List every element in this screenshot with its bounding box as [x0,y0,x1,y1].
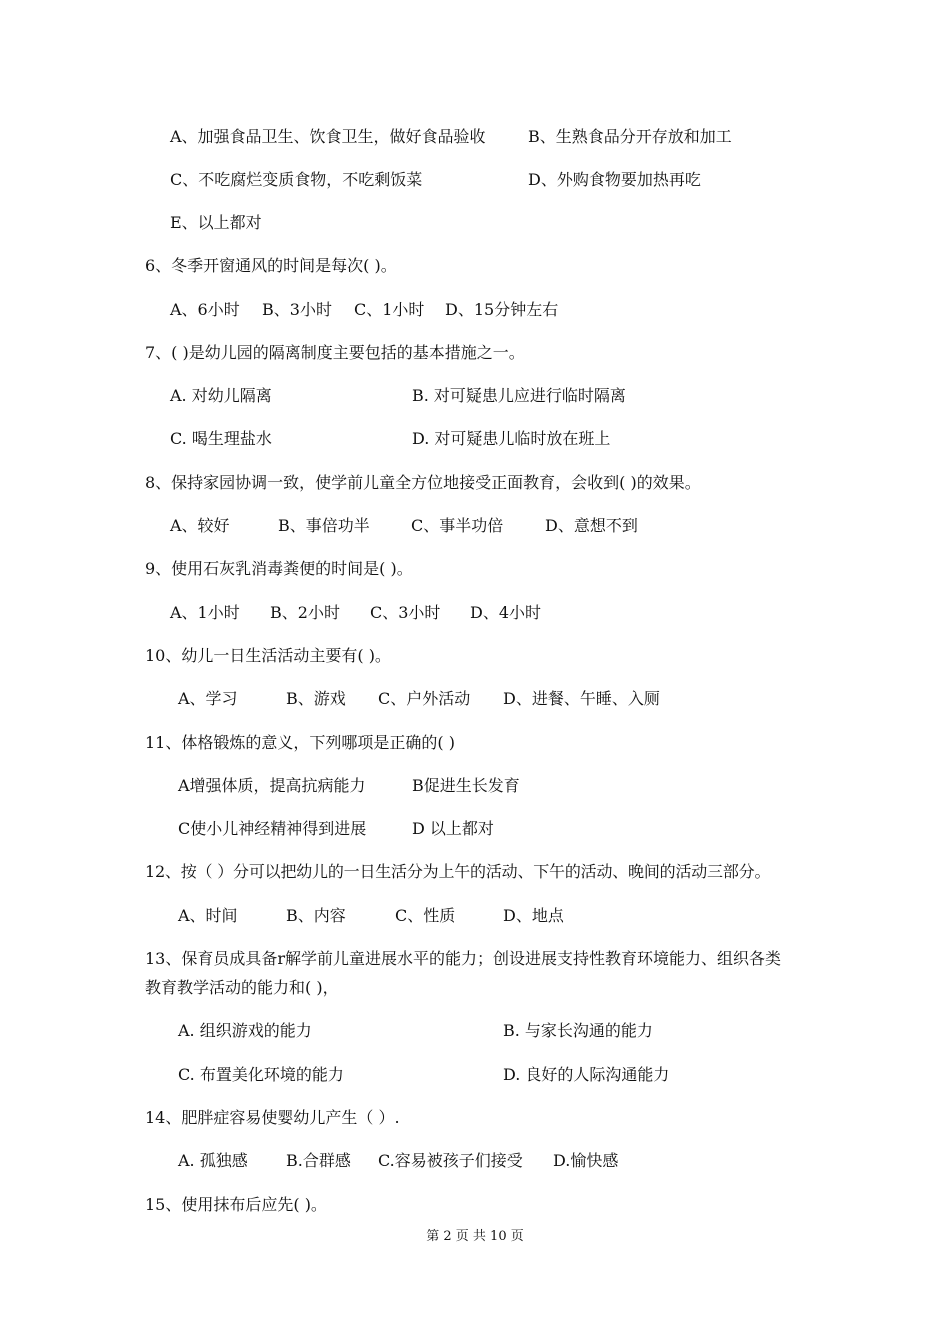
q9-option-c: C、3小时 [370,603,441,622]
q10-option-c: C、户外活动 [378,689,471,708]
q12-option-b: B、内容 [286,906,346,925]
q13-option-c: C. 布置美化环境的能力 [178,1065,344,1084]
q12-option-c: C、性质 [395,906,456,925]
q7-option-d: D. 对可疑患儿临时放在班上 [412,429,611,448]
q13-stem-line-1: 13、保育员成具备r解学前儿童进展水平的能力；创设进展支持性教育环境能力、组织各类 [145,949,782,968]
q8-option-a: A、较好 [170,516,230,535]
q5-option-c: C、不吃腐烂变质食物，不吃剩饭菜 [170,170,423,189]
q6-option-b: B、3小时 [262,300,332,319]
q8-option-b: B、事倍功半 [278,516,370,535]
q8-stem: 8、保持家园协调一致，使学前儿童全方位地接受正面教育，会收到( )的效果。 [145,473,701,492]
q11-option-d: D 以上都对 [412,819,494,838]
q11-option-b: B促进生长发育 [412,776,520,795]
q11-option-a: A增强体质，提高抗病能力 [178,776,366,795]
q6-stem: 6、冬季开窗通风的时间是每次( )。 [145,256,397,275]
q12-option-d: D、地点 [503,906,564,925]
q14-option-b: B.合群感 [286,1151,351,1170]
q5-option-a: A、加强食品卫生、饮食卫生，做好食品验收 [170,127,486,146]
q10-option-a: A、学习 [178,689,238,708]
q7-option-c: C. 喝生理盐水 [170,429,272,448]
q11-option-c: C使小儿神经精神得到进展 [178,819,367,838]
q6-option-c: C、1小时 [354,300,425,319]
q8-option-c: C、事半功倍 [411,516,504,535]
q13-option-b: B. 与家长沟通的能力 [503,1021,653,1040]
q12-stem: 12、按（ ）分可以把幼儿的一日生活分为上午的活动、下午的活动、晚间的活动三部分。 [145,862,771,881]
q10-option-b: B、游戏 [286,689,346,708]
q14-option-d: D.愉快感 [553,1151,619,1170]
q9-option-b: B、2小时 [270,603,340,622]
q8-option-d: D、意想不到 [545,516,638,535]
q5-option-d: D、外购食物要加热再吃 [528,170,701,189]
q5-option-e: E、以上都对 [170,213,262,232]
q14-option-a: A. 孤独感 [178,1151,248,1170]
q9-option-d: D、4小时 [470,603,542,622]
q10-option-d: D、进餐、午睡、入厕 [503,689,660,708]
q11-stem: 11、体格锻炼的意义，下列哪项是正确的( ) [145,733,455,752]
q7-stem: 7、( )是幼儿园的隔离制度主要包括的基本措施之一。 [145,343,525,362]
q13-option-d: D. 良好的人际沟通能力 [503,1065,670,1084]
q5-option-b: B、生熟食品分开存放和加工 [528,127,732,146]
q15-stem: 15、使用抹布后应先( )。 [145,1195,327,1214]
q13-option-a: A. 组织游戏的能力 [178,1021,312,1040]
q6-option-a: A、6小时 [170,300,240,319]
q9-option-a: A、1小时 [170,603,240,622]
q6-option-d: D、15分钟左右 [445,300,559,319]
q13-stem-line-2: 教育教学活动的能力和( )， [145,978,339,997]
page-number-footer: 第 2 页 共 10 页 [426,1229,524,1244]
q14-stem: 14、肥胖症容易使婴幼儿产生（ ）. [145,1108,400,1127]
q9-stem: 9、使用石灰乳消毒粪便的时间是( )。 [145,559,413,578]
q12-option-a: A、时间 [178,906,238,925]
q7-option-a: A. 对幼儿隔离 [170,386,272,405]
q10-stem: 10、幼儿一日生活活动主要有( )。 [145,646,391,665]
q14-option-c: C.容易被孩子们接受 [378,1151,523,1170]
q7-option-b: B. 对可疑患儿应进行临时隔离 [412,386,626,405]
